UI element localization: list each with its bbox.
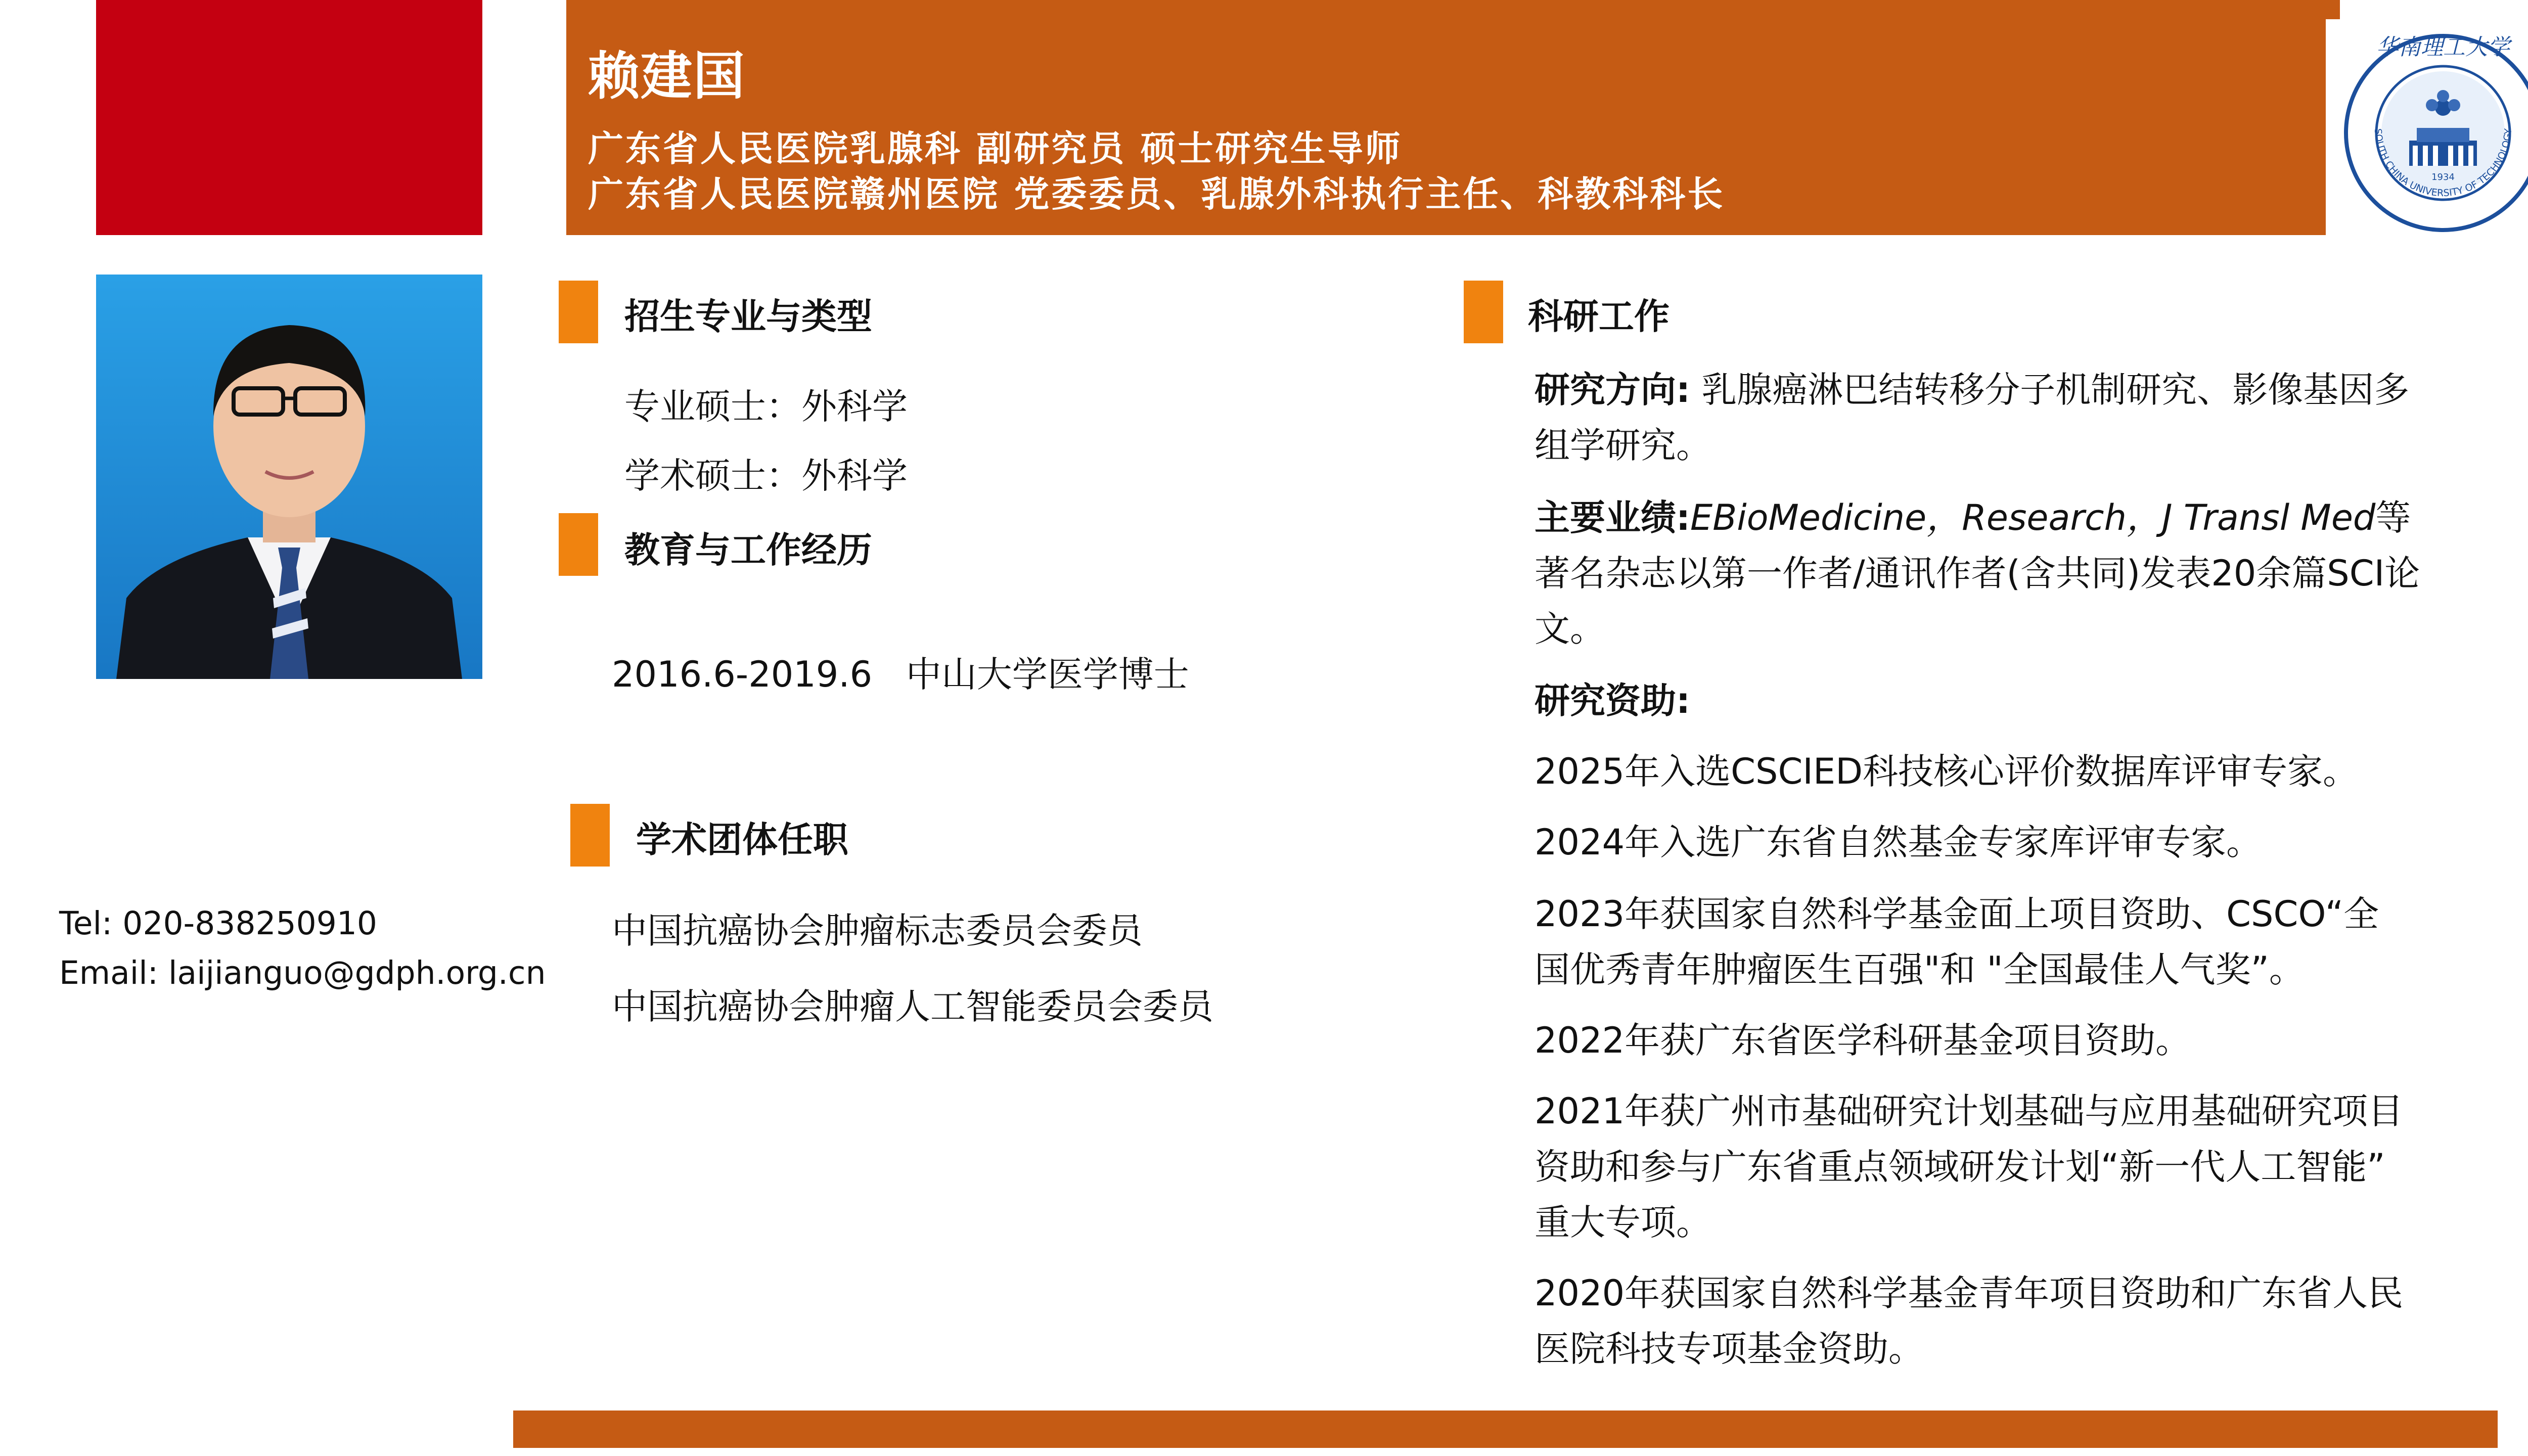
contact-email: Email: laijianguo@gdph.org.cn bbox=[59, 954, 546, 991]
enrollment-section-marker bbox=[559, 281, 598, 343]
funding-label: 研究资助: bbox=[1534, 680, 1690, 721]
profile-photo bbox=[96, 275, 482, 679]
funding-item: 资助和参与广东省重点领域研发计划“新一代人工智能” bbox=[1534, 1146, 2385, 1188]
funding-item: 医院科技专项基金资助。 bbox=[1534, 1328, 1924, 1370]
research-section-title: 科研工作 bbox=[1528, 296, 1669, 337]
seal-year: 1934 bbox=[2431, 172, 2455, 183]
funding-item: 2021年获广州市基础研究计划基础与应用基础研究项目 bbox=[1534, 1090, 2404, 1132]
funding-item: 2023年获国家自然科学基金面上项目资助、CSCO“全 bbox=[1534, 893, 2379, 935]
header-banner-edge bbox=[2326, 0, 2340, 19]
education-item: 2016.6-2019.6 中山大学医学博士 bbox=[612, 654, 1189, 695]
achievements-label: 主要业绩: bbox=[1534, 497, 1690, 538]
society-item: 中国抗癌协会肿瘤标志委员会委员 bbox=[612, 910, 1143, 951]
red-accent-block bbox=[96, 0, 482, 235]
funding-item: 2020年获国家自然科学基金青年项目资助和广东省人民 bbox=[1534, 1272, 2404, 1314]
education-section-title: 教育与工作经历 bbox=[624, 529, 872, 571]
title-line-2: 广东省人民医院赣州医院 党委委员、乳腺外科执行主任、科教科科长 bbox=[588, 173, 1725, 215]
research-direction-label: 研究方向: bbox=[1534, 369, 1690, 411]
research-direction-line: 组学研究。 bbox=[1534, 425, 1711, 466]
funding-item: 2025年入选CSCIED科技核心评价数据库评审专家。 bbox=[1534, 751, 2359, 792]
societies-section-marker bbox=[570, 804, 610, 867]
achievements-text: 等 bbox=[2375, 497, 2411, 538]
funding-item: 2024年入选广东省自然基金专家库评审专家。 bbox=[1534, 822, 2262, 863]
societies-section-title: 学术团体任职 bbox=[636, 819, 848, 860]
research-direction-line bbox=[1534, 361, 2409, 413]
achievements-line bbox=[1534, 489, 2411, 540]
seal-chinese-name: 华南理工大学 bbox=[2376, 34, 2510, 60]
person-name: 赖建国 bbox=[588, 47, 746, 107]
enrollment-item: 学术硕士：外科学 bbox=[624, 455, 908, 496]
education-section-marker bbox=[559, 513, 598, 576]
seal-english-name: SOUTH CHINA UNIVERSITY OF TECHNOLOGY bbox=[2372, 128, 2514, 199]
enrollment-section-title: 招生专业与类型 bbox=[624, 296, 872, 337]
title-line-1: 广东省人民医院乳腺科 副研究员 硕士研究生导师 bbox=[588, 128, 1403, 169]
enrollment-item: 专业硕士：外科学 bbox=[624, 386, 908, 427]
society-item: 中国抗癌协会肿瘤人工智能委员会委员 bbox=[612, 986, 1213, 1027]
footer-bar bbox=[513, 1410, 2498, 1448]
funding-item: 国优秀青年肿瘤医生百强"和 "全国最佳人气奖”。 bbox=[1534, 949, 2305, 990]
seal-building-icon bbox=[2409, 141, 2477, 166]
contact-tel: Tel: 020-838250910 bbox=[59, 905, 378, 942]
achievements-journals: EBioMedicine，Research，J Transl Med bbox=[1690, 497, 2376, 538]
achievements-line: 文。 bbox=[1534, 608, 1605, 650]
achievements-line: 著名杂志以第一作者/通讯作者(含共同)发表20余篇SCI论 bbox=[1534, 553, 2420, 594]
funding-item: 重大专项。 bbox=[1534, 1202, 1711, 1243]
funding-item: 2022年获广东省医学科研基金项目资助。 bbox=[1534, 1020, 2191, 1061]
university-seal-logo bbox=[2326, 19, 2528, 237]
research-direction-text: 乳腺癌淋巴结转移分子机制研究、影像基因多 bbox=[1690, 369, 2410, 411]
research-section-marker bbox=[1464, 281, 1503, 343]
